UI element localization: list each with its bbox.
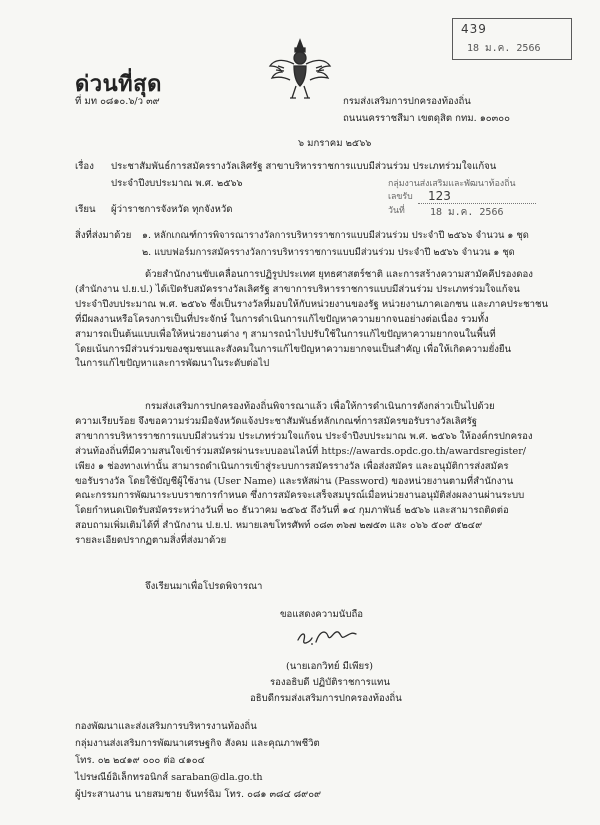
salutation: ขอแสดงความนับถือ bbox=[280, 609, 364, 620]
signatory-name: (นายเอกวิทย์ มีเพียร) bbox=[286, 661, 373, 672]
agency-name: กรมส่งเสริมการปกครองท้องถิ่น bbox=[343, 96, 471, 107]
paragraph-1-line: ที่มีผลงานหรือโครงการเป็นที่ประจักษ์ ในการดำเนินการแก้ไขปัญหาความยากจนอย่างต่อเนื่อง รวมทั้ง bbox=[75, 313, 489, 325]
subject-line-2: ประจำปีงบประมาณ พ.ศ. ๒๕๖๖ bbox=[111, 178, 243, 189]
garuda-emblem bbox=[268, 36, 332, 106]
enclosure-item-1: ๑. หลักเกณฑ์การพิจารณารางวัลการบริหารราชการแบบมีส่วนร่วม ประจำปี ๒๕๖๖ จำนวน ๑ ชุด bbox=[142, 230, 529, 241]
footer-coordinator: ผู้ประสานงาน นายสมชาย จันทร์ฉิม โทร. ๐๘๑ ๓๘๔ ๘๙๐๙ bbox=[75, 789, 322, 800]
recipient-value: ผู้ว่าราชการจังหวัด ทุกจังหวัด bbox=[111, 204, 233, 215]
agency-address: ถนนนครราชสีมา เขตดุสิต กทม. ๑๐๓๐๐ bbox=[343, 113, 510, 124]
signatory-position-1: รองอธิบดี ปฏิบัติราชการแทน bbox=[270, 677, 390, 688]
paragraph-1-line: (สำนักงาน ป.ย.ป.) ได้เปิดรับสมัครรางวัลเลิศรัฐ สาขาการบริหารราชการแบบมีส่วนร่วม ประเภทร่วมใจแก้จน bbox=[75, 283, 520, 295]
paragraph-2-line: ขอรับรางวัล โดยใช้บัญชีผู้ใช้งาน (User Name) และรหัสผ่าน (Password) ของหน่วยงานตามที่สำนักงาน bbox=[75, 475, 514, 487]
paragraph-1-line: ด้วยสำนักงานขับเคลื่อนการปฏิรูปประเทศ ยุทธศาสตร์ชาติ และการสร้างความสามัคคีปรองดอง bbox=[145, 269, 533, 280]
handwritten-signature bbox=[292, 622, 362, 650]
received-stamp-date: 18 ม.ค. 2566 bbox=[430, 207, 504, 218]
received-stamp-number: 123 bbox=[428, 189, 451, 203]
enclosures-label: สิ่งที่ส่งมาด้วย bbox=[75, 230, 132, 241]
paragraph-1-line: โดยเน้นการมีส่วนร่วมของชุมชนและสังคมในการแก้ไขปัญหาความยากจนเป็นสำคัญ เพื่อให้เกิดความยั่งยืน bbox=[75, 343, 512, 355]
body-paragraph-1 bbox=[75, 268, 555, 372]
paragraph-1-line: ประจำปีงบประมาณ พ.ศ. ๒๕๖๖ ซึ่งเป็นรางวัลที่มอบให้กับหน่วยงานของรัฐ หน่วยงานภาคเอกชน และภาคประชาชน bbox=[75, 298, 549, 310]
paragraph-1-line: สามารถเป็นต้นแบบเพื่อให้หน่วยงานต่าง ๆ สามารถนำไปปรับใช้ในการแก้ไขปัญหาความยากจนในพื้นที่ bbox=[75, 328, 496, 340]
footer-group: กลุ่มงานส่งเสริมการพัฒนาเศรษฐกิจ สังคม และคุณภาพชีวิต bbox=[75, 738, 320, 749]
received-stamp-no-label: เลขรับ bbox=[388, 192, 413, 202]
enclosure-item-2: ๒. แบบฟอร์มการสมัครรางวัลการบริหารราชการแบบมีส่วนร่วม ประจำปี ๒๕๖๖ จำนวน ๑ ชุด bbox=[142, 247, 515, 258]
paragraph-2-line: สาขาการบริหารราชการแบบมีส่วนร่วม ประเภทร่วมใจแก้จน ประจำปีงบประมาณ พ.ศ. ๒๕๖๖ ให้องค์กรปกครอง bbox=[75, 430, 533, 442]
receipt-stamp-date: 18 ม.ค. 2566 bbox=[467, 43, 541, 54]
signatory-position-2: อธิบดีกรมส่งเสริมการปกครองท้องถิ่น bbox=[250, 693, 402, 704]
paragraph-2-line: เพียง ๑ ช่องทางเท่านั้น สามารถดำเนินการเข้าสู่ระบบการสมัครรางวัล เพื่อส่งสมัคร และอนุมัติการส่งสมัคร bbox=[75, 460, 509, 472]
document-date: ๖ มกราคม ๒๕๖๖ bbox=[298, 138, 372, 149]
received-stamp-title: กลุ่มงานส่งเสริมและพัฒนาท้องถิ่น bbox=[388, 179, 516, 189]
paragraph-2-line: ความเรียบร้อย จึงขอความร่วมมือจังหวัดแจ้งประชาสัมพันธ์หลักเกณฑ์การสมัครขอรับรางวัลเลิศรัฐ bbox=[75, 415, 478, 427]
subject-label: เรื่อง bbox=[75, 161, 94, 172]
footer-division: กองพัฒนาและส่งเสริมการบริหารงานท้องถิ่น bbox=[75, 721, 257, 732]
subject-line-1: ประชาสัมพันธ์การสมัครรางวัลเลิศรัฐ สาขาบริหารราชการแบบมีส่วนร่วม ประเภทร่วมใจแก้จน bbox=[111, 161, 497, 172]
document-number: ที่ มท ๐๘๑๐.๖/ว ๓๙ bbox=[75, 96, 160, 107]
paragraph-2-line: สอบถามเพิ่มเติมได้ที่ สำนักงาน ป.ย.ป. หมายเลขโทรศัพท์ ๐๘๓ ๓๖๗ ๒๗๕๓ และ ๐๖๖ ๕๐๙ ๕๒๔๙ bbox=[75, 520, 483, 532]
receipt-stamp-top bbox=[452, 18, 572, 60]
recipient-label: เรียน bbox=[75, 204, 96, 215]
urgency-heading: ด่วนที่สุด bbox=[75, 72, 162, 97]
footer-email: ไปรษณีย์อิเล็กทรอนิกส์ saraban@dla.go.th bbox=[75, 772, 263, 783]
received-stamp-underline bbox=[418, 203, 536, 204]
received-stamp bbox=[388, 178, 552, 220]
footer-phone: โทร. ๐๒ ๒๔๑๙ ๐๐๐ ต่อ ๔๑๐๔ bbox=[75, 755, 205, 766]
paragraph-2-line: รายละเอียดปรากฏตามสิ่งที่ส่งมาด้วย bbox=[75, 535, 227, 547]
paragraph-2-line: กรมส่งเสริมการปกครองท้องถิ่นพิจารณาแล้ว เพื่อให้การดำเนินการดังกล่าวเป็นไปด้วย bbox=[145, 401, 495, 412]
closing-request: จึงเรียนมาเพื่อโปรดพิจารณา bbox=[145, 581, 263, 592]
paragraph-2-line: ส่วนท้องถิ่นที่มีความสนใจเข้าร่วมสมัครผ่านระบบออนไลน์ที่ https://awards.opdc.go.th/awardsregister/ bbox=[75, 445, 527, 457]
received-stamp-date-label: วันที่ bbox=[388, 206, 405, 216]
receipt-stamp-number: 439 bbox=[461, 22, 487, 36]
paragraph-1-line: ในการแก้ไขปัญหาและการพัฒนาในระดับต่อไป bbox=[75, 358, 270, 370]
paragraph-2-line: คณะกรรมการพัฒนาระบบราชการกำหนด ซึ่งการสมัครจะเสร็จสมบูรณ์เมื่อหน่วยงานอนุมัติส่งผลงานผ่านระบบ bbox=[75, 490, 525, 502]
paragraph-2-line: โดยกำหนดเปิดรับสมัครระหว่างวันที่ ๒๐ ธันวาคม ๒๕๖๕ ถึงวันที่ ๑๔ กุมภาพันธ์ ๒๕๖๖ และสามารถติดต่อ bbox=[75, 505, 509, 517]
body-paragraph-2 bbox=[75, 400, 555, 549]
